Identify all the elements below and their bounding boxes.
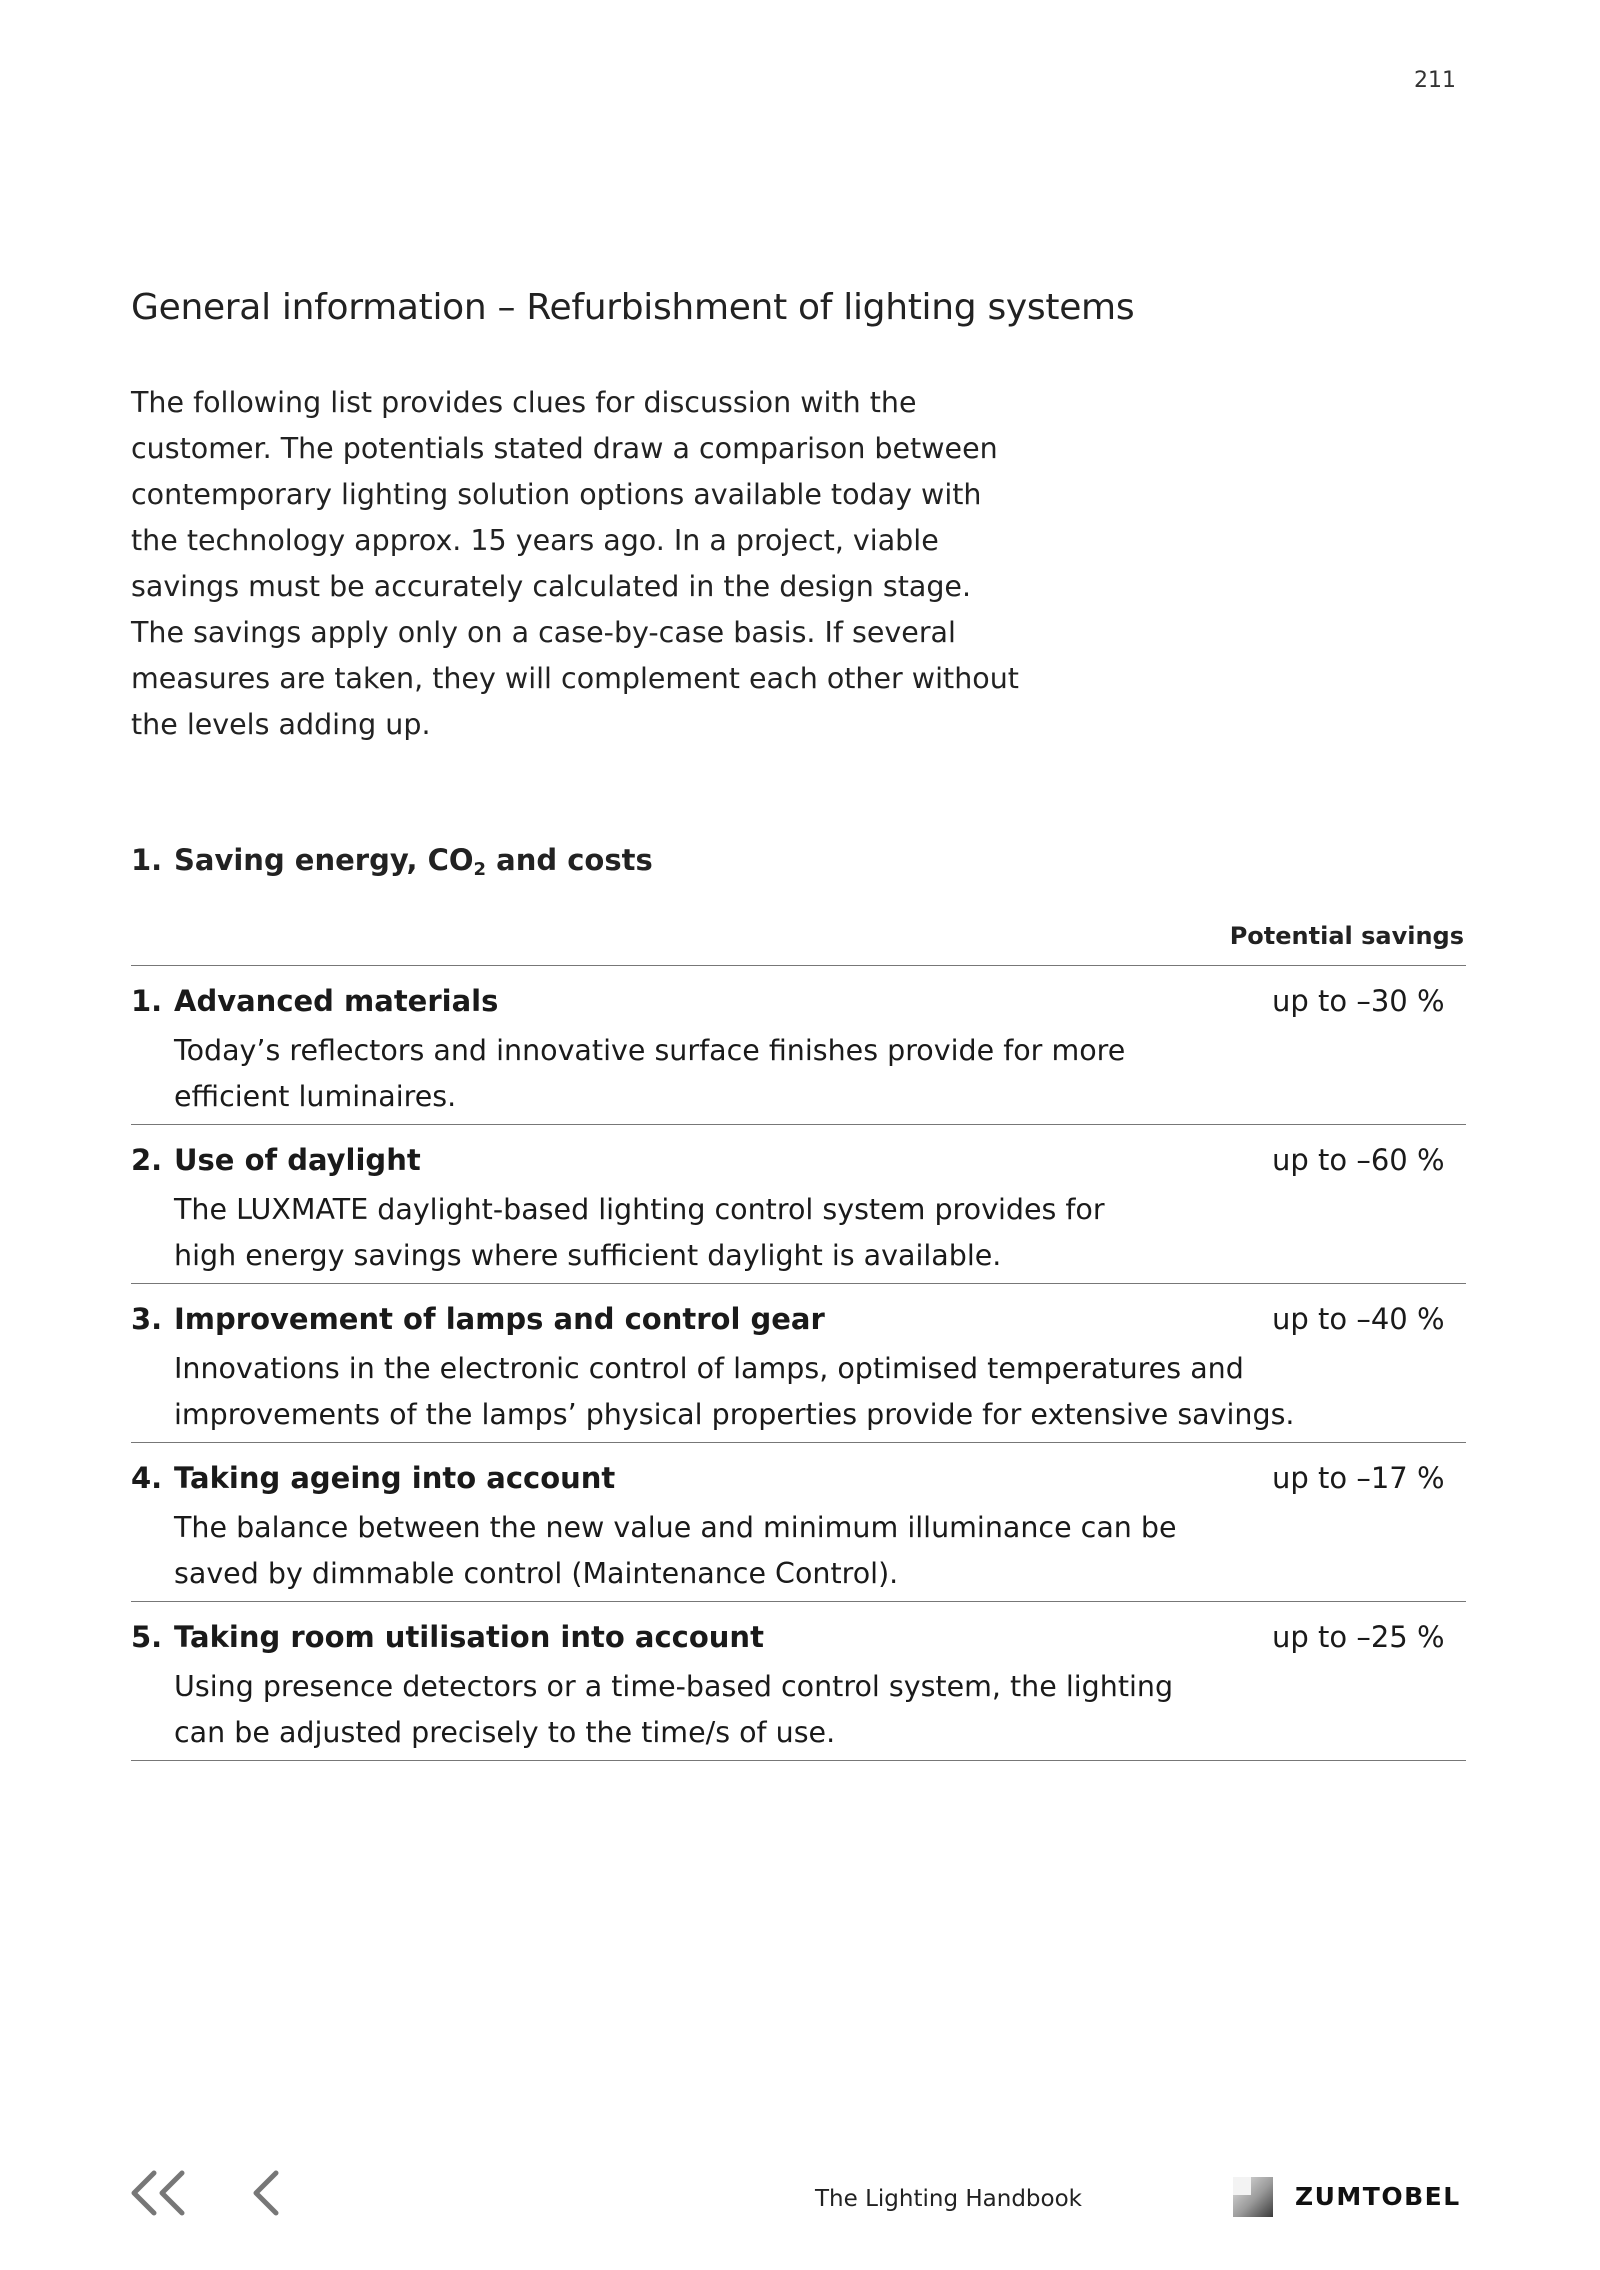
zumtobel-logo bbox=[1233, 2177, 1461, 2221]
item-description-line: improvements of the lamps’ physical properties provide for extensive savings. bbox=[174, 1398, 1295, 1431]
item-number: 4. bbox=[131, 1461, 163, 1495]
item-description bbox=[174, 1028, 1125, 1120]
item-title: Advanced materials bbox=[174, 984, 499, 1018]
item-saving: up to –40 % bbox=[1272, 1302, 1445, 1336]
savings-row bbox=[131, 1125, 1466, 1284]
intro-line: measures are taken, they will complement each other without bbox=[131, 662, 1019, 695]
double-chevron-left-icon[interactable] bbox=[126, 2168, 192, 2218]
chevron-left-glyph bbox=[248, 2168, 284, 2218]
intro-line: savings must be accurately calculated in the design stage. bbox=[131, 570, 972, 603]
item-title: Taking ageing into account bbox=[174, 1461, 616, 1495]
intro-line: the technology approx. 15 years ago. In a project, viable bbox=[131, 524, 939, 557]
item-number: 5. bbox=[131, 1620, 163, 1654]
intro-line: customer. The potentials stated draw a comparison between bbox=[131, 432, 998, 465]
section-title-subscript: 2 bbox=[473, 859, 487, 880]
footer-book-title: The Lighting Handbook bbox=[815, 2186, 1082, 2212]
intro-line: the levels adding up. bbox=[131, 708, 431, 741]
intro-line: The following list provides clues for discussion with the bbox=[131, 386, 917, 419]
potential-savings-header: Potential savings bbox=[1229, 922, 1464, 950]
item-saving: up to –30 % bbox=[1272, 984, 1445, 1018]
item-number: 3. bbox=[131, 1302, 163, 1336]
item-title: Improvement of lamps and control gear bbox=[174, 1302, 825, 1336]
savings-row bbox=[131, 966, 1466, 1125]
page-number: 211 bbox=[1414, 68, 1456, 93]
savings-table bbox=[131, 965, 1466, 1761]
item-description bbox=[174, 1187, 1105, 1279]
item-saving: up to –60 % bbox=[1272, 1143, 1445, 1177]
savings-row bbox=[131, 1284, 1466, 1443]
savings-row bbox=[131, 1443, 1466, 1602]
item-description-line: high energy savings where sufficient daylight is available. bbox=[174, 1239, 1002, 1272]
item-title: Taking room utilisation into account bbox=[174, 1620, 764, 1654]
item-number: 2. bbox=[131, 1143, 163, 1177]
savings-row bbox=[131, 1602, 1466, 1761]
item-description bbox=[174, 1346, 1295, 1438]
item-description-line: Using presence detectors or a time-based control system, the lighting bbox=[174, 1670, 1174, 1703]
item-saving: up to –17 % bbox=[1272, 1461, 1445, 1495]
item-description bbox=[174, 1505, 1177, 1597]
intro-paragraph bbox=[131, 380, 1031, 748]
section-title-text-end: and costs bbox=[486, 843, 653, 877]
item-saving: up to –25 % bbox=[1272, 1620, 1445, 1654]
item-description-line: The balance between the new value and minimum illuminance can be bbox=[174, 1511, 1177, 1544]
double-chevron-left-glyph bbox=[126, 2168, 192, 2218]
section-title-text: Saving energy, CO bbox=[174, 843, 474, 877]
zumtobel-logo-mark-icon bbox=[1233, 2177, 1273, 2217]
item-description-line: can be adjusted precisely to the time/s of use. bbox=[174, 1716, 836, 1749]
intro-line: The savings apply only on a case-by-case basis. If several bbox=[131, 616, 956, 649]
section-number: 1. bbox=[131, 843, 163, 877]
item-description-line: efficient luminaires. bbox=[174, 1080, 457, 1113]
item-description bbox=[174, 1664, 1173, 1756]
item-description-line: saved by dimmable control (Maintenance Control). bbox=[174, 1557, 899, 1590]
brand-name: ZUMTOBEL bbox=[1295, 2182, 1461, 2211]
item-description-line: The LUXMATE daylight-based lighting control system provides for bbox=[174, 1193, 1105, 1226]
item-title: Use of daylight bbox=[174, 1143, 421, 1177]
intro-line: contemporary lighting solution options available today with bbox=[131, 478, 982, 511]
item-description-line: Today’s reflectors and innovative surface finishes provide for more bbox=[174, 1034, 1126, 1067]
section-title bbox=[131, 843, 653, 880]
item-number: 1. bbox=[131, 984, 163, 1018]
item-description-line: Innovations in the electronic control of lamps, optimised temperatures and bbox=[174, 1352, 1244, 1385]
page-heading: General information – Refurbishment of lighting systems bbox=[131, 287, 1135, 328]
chevron-left-icon[interactable] bbox=[248, 2168, 284, 2218]
